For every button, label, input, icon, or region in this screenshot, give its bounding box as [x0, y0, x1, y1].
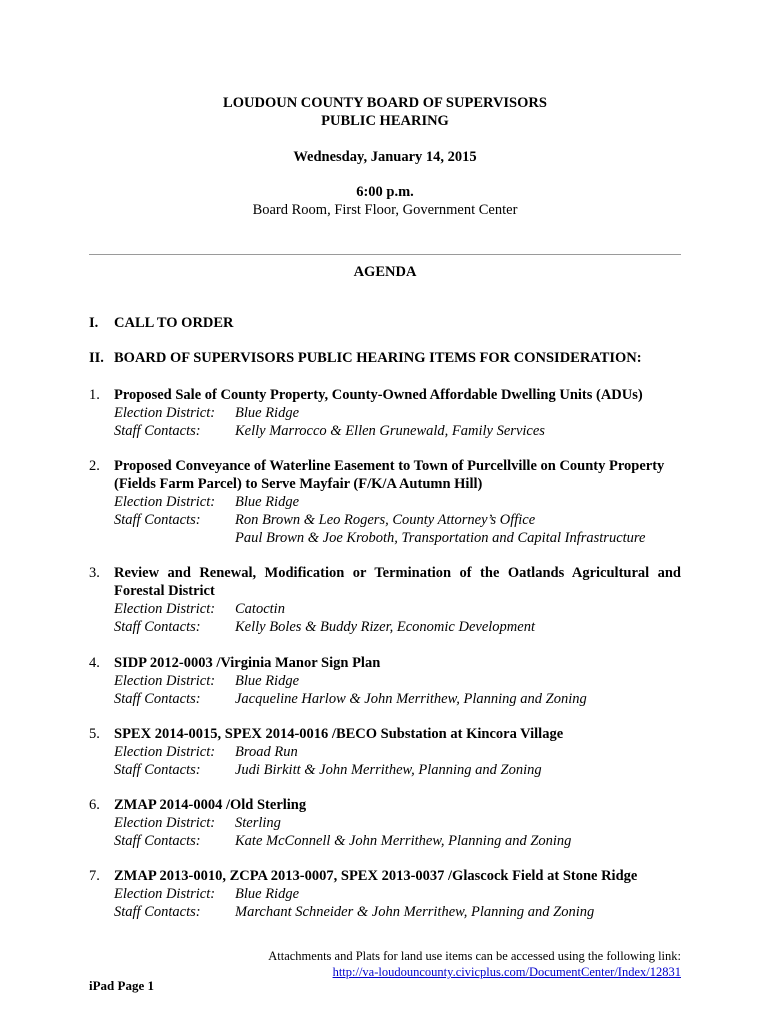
- section-hearing-items: [89, 350, 642, 367]
- item-number: 1.: [89, 387, 100, 403]
- staff-contacts-value: Paul Brown & Joe Kroboth, Transportation and Capital Infrastructure: [235, 530, 646, 546]
- agenda-item-4: [89, 654, 681, 708]
- staff-contacts-value: Judi Birkitt & John Merrithew, Planning and Zoning: [235, 762, 542, 778]
- staff-contacts-label: Staff Contacts:: [114, 423, 201, 439]
- item-number: 4.: [89, 655, 100, 671]
- meeting-location: Board Room, First Floor, Government Center: [252, 202, 518, 218]
- item-title: ZMAP 2014-0004 /Old Sterling: [114, 797, 307, 813]
- election-district-value: Catoctin: [235, 601, 285, 617]
- agenda-title: AGENDA: [353, 264, 417, 280]
- staff-contacts-label: Staff Contacts:: [114, 691, 201, 707]
- attachments-note: [268, 948, 681, 980]
- agenda-item-1: [89, 386, 681, 440]
- election-district-value: Sterling: [235, 815, 281, 831]
- item-title: SIDP 2012-0003 /Virginia Manor Sign Plan: [114, 655, 381, 671]
- staff-contacts-value: Marchant Schneider & John Merrithew, Planning and Zoning: [235, 904, 595, 920]
- staff-contacts-value: Kate McConnell & John Merrithew, Planning and Zoning: [235, 833, 572, 849]
- election-district-value: Broad Run: [235, 744, 298, 760]
- agenda-item-7: [89, 867, 681, 921]
- section-number: II.: [89, 350, 104, 366]
- meeting-title: PUBLIC HEARING: [321, 113, 449, 129]
- item-number: 7.: [89, 868, 100, 884]
- document-center-link[interactable]: http://va-loudouncounty.civicplus.com/DocumentCenter/Index/12831: [332, 965, 681, 979]
- staff-contacts-label: Staff Contacts:: [114, 512, 201, 528]
- staff-contacts-label: Staff Contacts:: [114, 904, 201, 920]
- section-title: CALL TO ORDER: [114, 315, 234, 331]
- divider: [89, 254, 681, 255]
- item-number: 3.: [89, 565, 100, 581]
- agenda-item-6: [89, 796, 681, 850]
- election-district-label: Election District:: [114, 601, 216, 617]
- staff-contacts-value: Jacqueline Harlow & John Merrithew, Planning and Zoning: [235, 691, 587, 707]
- meeting-date: Wednesday, January 14, 2015: [293, 149, 477, 165]
- section-call-to-order: [89, 315, 234, 332]
- election-district-label: Election District:: [114, 744, 216, 760]
- election-district-label: Election District:: [114, 405, 216, 421]
- staff-contacts-label: Staff Contacts:: [114, 619, 201, 635]
- staff-contacts-label: Staff Contacts:: [114, 762, 201, 778]
- election-district-label: Election District:: [114, 494, 216, 510]
- agenda-item-3: [89, 564, 681, 636]
- page-number: iPad Page 1: [89, 978, 154, 993]
- attachments-note-text: Attachments and Plats for land use items can be accessed using the following link:: [268, 949, 681, 963]
- staff-contacts-label: Staff Contacts:: [114, 833, 201, 849]
- item-number: 5.: [89, 726, 100, 742]
- item-number: 2.: [89, 458, 100, 474]
- election-district-label: Election District:: [114, 815, 216, 831]
- staff-contacts-value: Kelly Marrocco & Ellen Grunewald, Family Services: [235, 423, 545, 439]
- election-district-value: Blue Ridge: [235, 886, 300, 902]
- agenda-item-2: [89, 457, 681, 547]
- section-title: BOARD OF SUPERVISORS PUBLIC HEARING ITEMS FOR CONSIDERATION:: [114, 350, 642, 366]
- election-district-label: Election District:: [114, 886, 216, 902]
- election-district-value: Blue Ridge: [235, 494, 300, 510]
- org-title: LOUDOUN COUNTY BOARD OF SUPERVISORS: [223, 95, 547, 111]
- agenda-item-5: [89, 725, 681, 779]
- section-number: I.: [89, 315, 99, 331]
- meeting-time: 6:00 p.m.: [356, 184, 414, 200]
- item-title: SPEX 2014-0015, SPEX 2014-0016 /BECO Substation at Kincora Village: [114, 726, 564, 742]
- staff-contacts-value: Ron Brown & Leo Rogers, County Attorney’s Office: [235, 512, 536, 528]
- item-number: 6.: [89, 797, 100, 813]
- election-district-value: Blue Ridge: [235, 405, 300, 421]
- item-title: Review and Renewal, Modification or Termination of the Oatlands Agricultural and Forestal District: [114, 565, 681, 599]
- item-title: Proposed Conveyance of Waterline Easement to Town of Purcellville on County Property (Fields Farm Parcel) to Serve Mayfair (F/K/A Autumn Hill): [114, 458, 665, 492]
- item-title: ZMAP 2013-0010, ZCPA 2013-0007, SPEX 2013-0037 /Glascock Field at Stone Ridge: [114, 868, 638, 884]
- election-district-label: Election District:: [114, 673, 216, 689]
- item-title: Proposed Sale of County Property, County-Owned Affordable Dwelling Units (ADUs): [114, 387, 643, 403]
- staff-contacts-value: Kelly Boles & Buddy Rizer, Economic Development: [235, 619, 535, 635]
- election-district-value: Blue Ridge: [235, 673, 300, 689]
